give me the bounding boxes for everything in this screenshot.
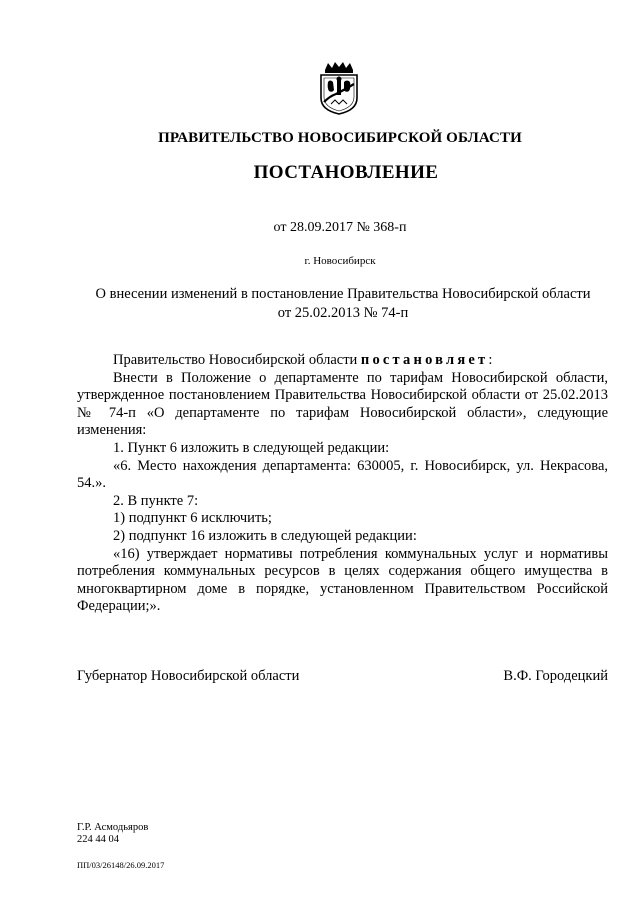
intro-paragraph	[77, 352, 608, 370]
document-code: ПП/03/26148/26.09.2017	[77, 860, 165, 870]
document-city: г. Новосибирск	[304, 255, 376, 267]
executor-name: Г.Р. Асмодьяров	[77, 822, 149, 833]
paragraph-subitem-2: 2) подпункт 16 изложить в следующей редакции:	[113, 527, 417, 544]
paragraph-subitem-1: 1) подпункт 6 исключить;	[113, 510, 272, 527]
organization-title: ПРАВИТЕЛЬСТВО НОВОСИБИРСКОЙ ОБЛАСТИ	[158, 130, 522, 146]
paragraph-item-1: 1. Пункт 6 изложить в следующей редакции:	[113, 439, 390, 456]
executor-phone: 224 44 04	[77, 834, 119, 845]
executor-block	[77, 822, 148, 846]
intro-prefix: Правительство Новосибирской области	[113, 352, 361, 368]
document-subject	[78, 285, 608, 323]
document-date-number: от 28.09.2017 № 368-п	[273, 220, 407, 235]
document-type-title: ПОСТАНОВЛЕНИЕ	[253, 162, 439, 183]
paragraph-amendments-intro: Внести в Положение о департаменте по тарифам Новосибирской области, утвержденное постановлением Правительства Новосибирской области от 25.02.2013 № 74-п «О департаменте по тарифам Новосибирской области», следующие изменения:	[77, 369, 608, 439]
paragraph-subitem-2-text: «16) утверждает нормативы потребления коммунальных услуг и нормативы потребления коммунальных ресурсов в целях содержания общего имущества в многоквартирном доме в порядке, установленном Правительством Российской Федерации;».	[77, 545, 608, 615]
subject-line-2: от 25.02.2013 № 74-п	[277, 305, 409, 321]
document-body	[77, 352, 608, 616]
signature-block	[77, 668, 608, 685]
paragraph-item-2: 2. В пункте 7:	[113, 492, 199, 509]
novosibirsk-coat-of-arms-icon	[316, 60, 362, 116]
signatory-name: В.Ф. Городецкий	[503, 668, 608, 684]
subject-line-1: О внесении изменений в постановление Правительства Новосибирской области	[95, 286, 591, 302]
signatory-position: Губернатор Новосибирской области	[77, 668, 300, 684]
intro-decree-word: постановляет	[360, 352, 489, 368]
intro-suffix: :	[488, 352, 493, 368]
paragraph-item-1-text: «6. Место нахождения департамента: 630005, г. Новосибирск, ул. Некрасова, 54.».	[77, 457, 608, 492]
